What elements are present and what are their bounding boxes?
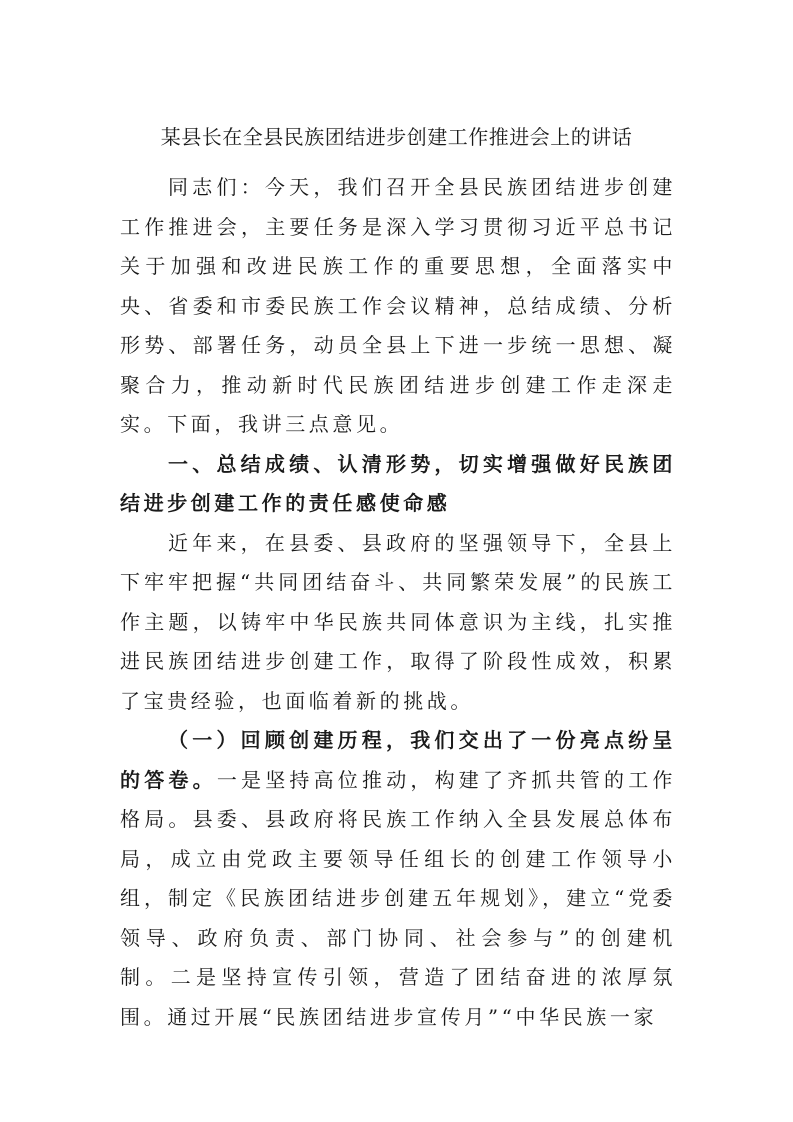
- section-1-paragraph: 近年来，在县委、县政府的坚强领导下，全县上下牢牢把握“共同团结奋斗、共同繁荣发展”的民族工作主题，以铸牢中华民族共同体意识为主线，扎实推进民族团结进步创建工作，取得了阶段性成效，积累了宝贵经验，也面临着新的挑战。: [120, 530, 676, 713]
- subsection-1-lead: （一）回顾创建历程，我们交出了一份亮点纷呈的答卷。: [120, 728, 676, 792]
- document-title: 某县长在全县民族团结进步创建工作推进会上的讲话: [160, 125, 633, 149]
- intro-paragraph: 同志们：今天，我们召开全县民族团结进步创建工作推进会，主要任务是深入学习贯彻习近平总书记关于加强和改进民族工作的重要思想，全面落实中央、省委和市委民族工作会议精神，总结成绩、分析形势、部署任务，动员全县上下进一步统一思想、凝聚合力，推动新时代民族团结进步创建工作走深走实。下面，我讲三点意见。: [120, 175, 676, 436]
- section-heading-1: 一、总结成绩、认清形势，切实增强做好民族团结进步创建工作的责任感使命感: [120, 451, 676, 515]
- subsection-1-paragraph: [120, 721, 676, 1037]
- document-body: [120, 168, 676, 1037]
- subsection-1-body: 一是坚持高位推动，构建了齐抓共管的工作格局。县委、县政府将民族工作纳入全县发展总体布局，成立由党政主要领导任组长的创建工作领导小组，制定《民族团结进步创建五年规划》，建立“党委领导、政府负责、部门协同、社会参与”的创建机制。二是坚持宣传引领，营造了团结奋进的浓厚氛围。通过开展“民族团结进步宣传月”“中华民族一家: [120, 767, 677, 1029]
